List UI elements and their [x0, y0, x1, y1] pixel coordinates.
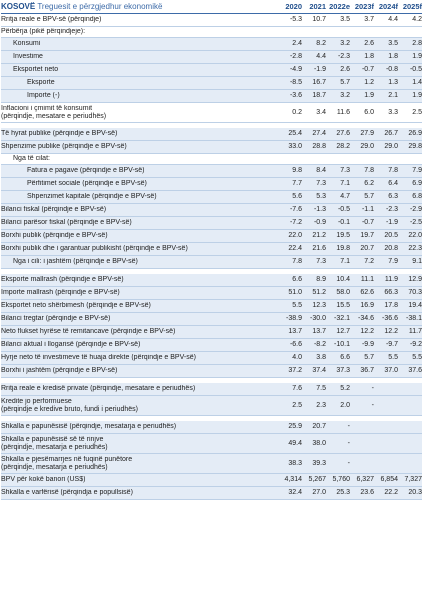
cell-value: 1.3	[388, 79, 398, 86]
title-text: Treguesit e përzgjedhur ekonomikë	[35, 2, 163, 11]
table-row	[1, 274, 422, 287]
row-label: Rritja reale e kredisë private (përqindje, mesatare e periudhës)	[1, 385, 196, 392]
table-row	[1, 396, 422, 416]
title-country: KOSOVË	[1, 2, 36, 11]
indicators-table	[1, 0, 422, 500]
cell-value: -0.5	[337, 206, 350, 213]
table-row	[1, 103, 422, 123]
cell-value: 12.9	[408, 276, 422, 283]
row-label: Eksporte mallrash (përqindje e BPV-së)	[1, 276, 124, 283]
row-label: Kredite jo performuese (përqindje e kredive bruto, fundi i periudhës)	[1, 397, 138, 413]
cell-value: 5.7	[340, 79, 350, 86]
cell-value: 19.7	[360, 232, 374, 239]
cell-value: 10.4	[336, 276, 350, 283]
cell-value: 25.3	[336, 489, 350, 496]
cell-value: 6.6	[292, 276, 302, 283]
cell-value: 1.9	[364, 92, 374, 99]
row-label: Investime	[13, 53, 43, 60]
cell-value: 39.3	[312, 459, 326, 467]
cell-value: 38.3	[288, 459, 302, 467]
cell-value: 7.6	[292, 385, 302, 392]
cell-value: 11.7	[408, 328, 422, 335]
cell-value: 7.5	[316, 385, 326, 392]
cell-value: 7.1	[340, 180, 350, 187]
row-label: Përfitimet sociale (përqindje e BPV-së)	[27, 180, 147, 187]
cell-value: 16.7	[312, 79, 326, 86]
cell-value: 4.4	[388, 16, 398, 23]
cell-value: 12.7	[336, 328, 350, 335]
cell-value: 2.8	[412, 40, 422, 47]
cell-value: 11.1	[360, 276, 374, 283]
cell-value: 2.3	[316, 401, 326, 409]
table-row	[1, 421, 422, 434]
cell-value: 7.1	[340, 258, 350, 265]
cell-value: -6.6	[289, 341, 302, 348]
cell-value: -1.3	[313, 206, 326, 213]
table-row	[1, 326, 422, 339]
cell-value: -2.3	[385, 206, 398, 213]
cell-value: 3.2	[340, 40, 350, 47]
cell-value: 1.8	[388, 53, 398, 60]
cell-value: 5.2	[340, 385, 350, 392]
cell-value: 19.4	[408, 302, 422, 309]
cell-value: 51.2	[312, 289, 326, 296]
row-label: Konsumi	[13, 40, 41, 47]
cell-value: -7.2	[289, 219, 302, 226]
cell-value: 1.2	[364, 79, 374, 86]
cell-value: 27.6	[336, 130, 350, 137]
cell-value: -0.8	[385, 66, 398, 73]
table-row	[1, 243, 422, 256]
cell-value: 7.8	[364, 167, 374, 174]
table-row	[1, 474, 422, 487]
cell-value: 28.8	[312, 143, 326, 150]
year-header: 2022e	[329, 2, 350, 11]
row-label: Hyrje neto të investimeve të huaja direkte (përqindje e BPV-së)	[1, 354, 196, 361]
table-row	[1, 141, 422, 154]
cell-value: 9.8	[292, 167, 302, 174]
table-header	[1, 0, 422, 14]
cell-value: -32.1	[334, 315, 350, 322]
year-header: 2023f	[354, 2, 374, 11]
cell-value: 5.5	[292, 302, 302, 309]
row-label: Bilanci fiskal (përqindje e BPV-së)	[1, 206, 107, 213]
cell-value: 6.9	[412, 180, 422, 187]
cell-value: 62.6	[360, 289, 374, 296]
cell-value: -30.0	[310, 315, 326, 322]
row-label: Nga të cilat:	[13, 155, 50, 162]
cell-value: 4.4	[316, 53, 326, 60]
cell-value: 20.7	[312, 423, 326, 430]
table-row	[1, 90, 422, 103]
cell-value: 58.0	[336, 289, 350, 296]
cell-value: -9.2	[409, 341, 422, 348]
table-row	[1, 51, 422, 64]
cell-value: 32.4	[288, 489, 302, 496]
table-row	[1, 27, 422, 38]
cell-value: 7,327	[404, 476, 422, 483]
cell-value: 5.7	[364, 193, 374, 200]
cell-value: 7.8	[292, 258, 302, 265]
cell-value: -0.7	[361, 66, 374, 73]
cell-value: 7.9	[412, 167, 422, 174]
cell-value: -5.3	[289, 16, 302, 23]
cell-value: 6.3	[388, 193, 398, 200]
row-label: Shkalla e varfërisë (përqindja e popullsisë)	[1, 489, 133, 496]
table-row	[1, 165, 422, 178]
cell-value: 4,314	[284, 476, 302, 483]
cell-value: -0.7	[361, 219, 374, 226]
table-row	[1, 454, 422, 474]
cell-value: 3.2	[340, 92, 350, 99]
row-label: BPV për kokë banori (US$)	[1, 476, 86, 483]
cell-value: 27.0	[312, 489, 326, 496]
cell-value: -8.5	[289, 79, 302, 86]
cell-value: -1.9	[313, 66, 326, 73]
cell-value: 7.3	[316, 258, 326, 265]
cell-value: -8.2	[313, 341, 326, 348]
cell-value: 28.2	[336, 143, 350, 150]
table-row	[1, 230, 422, 243]
cell-value: 3.5	[388, 40, 398, 47]
cell-value: -1.9	[385, 219, 398, 226]
cell-value: 2.6	[340, 66, 350, 73]
cell-value: 20.7	[360, 245, 374, 252]
cell-value: 27.4	[312, 130, 326, 137]
cell-value: 9.1	[412, 258, 422, 265]
cell-value: 70.3	[408, 289, 422, 296]
cell-value: 19.5	[336, 232, 350, 239]
cell-value: 36.7	[360, 367, 374, 374]
row-label: Borxhi publik (përqindje e BPV-së)	[1, 232, 108, 239]
row-label: Eksportet neto shërbimesh (përqindje e BPV-së)	[1, 302, 151, 309]
cell-value: 66.3	[384, 289, 398, 296]
cell-value: 4.7	[340, 193, 350, 200]
table-row	[1, 287, 422, 300]
cell-value: 12.2	[384, 328, 398, 335]
cell-value: 51.0	[288, 289, 302, 296]
cell-value: 1.8	[364, 53, 374, 60]
cell-value: 5.5	[412, 354, 422, 361]
row-label: Rritja reale e BPV-së (përqindje)	[1, 16, 102, 23]
cell-value: -	[347, 423, 350, 430]
cell-value: 23.6	[360, 489, 374, 496]
cell-value: -7.6	[289, 206, 302, 213]
cell-value: 22.0	[288, 232, 302, 239]
cell-value: -3.6	[289, 92, 302, 99]
cell-value: 15.5	[336, 302, 350, 309]
cell-value: -38.9	[286, 315, 302, 322]
cell-value: 6,327	[356, 476, 374, 483]
cell-value: 3.4	[316, 108, 326, 116]
cell-value: 29.0	[384, 143, 398, 150]
cell-value: 1.4	[412, 79, 422, 86]
cell-value: 5,267	[308, 476, 326, 483]
cell-value: 4.0	[292, 354, 302, 361]
row-label: Inflacioni i çmimit të konsumit (përqindje, mesatare e periudhës)	[1, 104, 107, 120]
cell-value: 37.6	[408, 367, 422, 374]
cell-value: 2.1	[388, 92, 398, 99]
table-row	[1, 154, 422, 165]
cell-value: 8.9	[316, 276, 326, 283]
cell-value: 5,760	[332, 476, 350, 483]
cell-value: 20.3	[408, 489, 422, 496]
cell-value: -38.1	[406, 315, 422, 322]
cell-value: 7.9	[388, 258, 398, 265]
year-header: 2020	[285, 2, 302, 11]
cell-value: 13.7	[312, 328, 326, 335]
cell-value: 2.5	[292, 401, 302, 409]
cell-value: -36.6	[382, 315, 398, 322]
row-label: Fatura e pagave (përqindje e BPV-së)	[27, 167, 145, 174]
cell-value: 29.8	[408, 143, 422, 150]
cell-value: 37.0	[384, 367, 398, 374]
table-row	[1, 365, 422, 378]
cell-value: -9.7	[385, 341, 398, 348]
year-header: 2025f	[402, 2, 422, 11]
cell-value: 2.5	[412, 108, 422, 116]
row-label: Shkalla e pjesëmarrjes në fuqinë punëtore (përqindje, mesatarja e periudhës)	[1, 455, 133, 471]
table-row	[1, 383, 422, 396]
cell-value: -2.9	[409, 206, 422, 213]
cell-value: -	[371, 385, 374, 392]
table-row	[1, 38, 422, 51]
cell-value: 0.2	[292, 108, 302, 116]
cell-value: 2.4	[292, 40, 302, 47]
cell-value: -2.5	[409, 219, 422, 226]
table-body	[1, 14, 422, 500]
cell-value: 27.9	[360, 130, 374, 137]
table-row	[1, 487, 422, 500]
cell-value: -34.6	[358, 315, 374, 322]
table-row	[1, 64, 422, 77]
cell-value: 2.6	[364, 40, 374, 47]
year-header: 2021	[309, 2, 326, 11]
cell-value: 6,854	[380, 476, 398, 483]
cell-value: 6.8	[412, 193, 422, 200]
table-row	[1, 191, 422, 204]
cell-value: 5.6	[292, 193, 302, 200]
row-label: Bilanci aktual i llogarisë (përqindje e BPV-së)	[1, 341, 141, 348]
table-row	[1, 178, 422, 191]
row-label: Shpenzimet kapitale (përqindje e BPV-së)	[27, 193, 157, 200]
table-row	[1, 313, 422, 326]
cell-value: 8.4	[316, 167, 326, 174]
cell-value: 7.7	[292, 180, 302, 187]
cell-value: 22.0	[408, 232, 422, 239]
table-row	[1, 77, 422, 90]
table-row	[1, 256, 422, 269]
row-label: Borxhi i jashtëm (përqindje e BPV-së)	[1, 367, 118, 374]
row-label: Të hyrat publike (përqindje e BPV-së)	[1, 130, 118, 137]
row-label: Shpenzime publike (përqindje e BPV-së)	[1, 143, 127, 150]
table-row	[1, 14, 422, 27]
cell-value: -2.8	[289, 53, 302, 60]
cell-value: 13.7	[288, 328, 302, 335]
cell-value: 2.0	[340, 401, 350, 409]
cell-value: 6.4	[388, 180, 398, 187]
cell-value: 11.6	[336, 108, 350, 116]
cell-value: 1.9	[412, 53, 422, 60]
cell-value: -	[371, 401, 374, 409]
row-label: Importe mallrash (përqindje e BPV-së)	[1, 289, 120, 296]
row-label: Nga i cili: i jashtëm (përqindje e BPV-së)	[13, 258, 138, 265]
cell-value: 22.3	[408, 245, 422, 252]
cell-value: 4.2	[412, 16, 422, 23]
table-row	[1, 300, 422, 313]
cell-value: 18.7	[312, 92, 326, 99]
cell-value: 17.8	[384, 302, 398, 309]
cell-value: 6.6	[340, 354, 350, 361]
year-header: 2024f	[378, 2, 398, 11]
table-row	[1, 128, 422, 141]
row-label: Borxhi publik dhe i garantuar publikisht (përqindje e BPV-së)	[1, 245, 188, 252]
cell-value: 33.0	[288, 143, 302, 150]
cell-value: -9.9	[361, 341, 374, 348]
cell-value: 5.7	[364, 354, 374, 361]
cell-value: 3.8	[316, 354, 326, 361]
cell-value: 16.9	[360, 302, 374, 309]
cell-value: -10.1	[334, 341, 350, 348]
cell-value: 37.4	[312, 367, 326, 374]
cell-value: 11.9	[384, 276, 398, 283]
cell-value: 25.9	[288, 423, 302, 430]
row-label: Bilanci tregtar (përqindje e BPV-së)	[1, 315, 111, 322]
cell-value: 1.9	[412, 92, 422, 99]
cell-value: 22.2	[384, 489, 398, 496]
table-row	[1, 434, 422, 454]
cell-value: 12.2	[360, 328, 374, 335]
table-row	[1, 352, 422, 365]
cell-value: 21.6	[312, 245, 326, 252]
table-row	[1, 339, 422, 352]
row-label: Shkalla e papunësisë së të rinjve (përqindje, mesatarja e periudhës)	[1, 435, 108, 451]
row-label: Eksportet neto	[13, 66, 59, 73]
cell-value: 37.2	[288, 367, 302, 374]
cell-value: 26.7	[384, 130, 398, 137]
cell-value: 26.9	[408, 130, 422, 137]
cell-value: 5.5	[388, 354, 398, 361]
cell-value: 37.3	[336, 367, 350, 374]
cell-value: 6.2	[364, 180, 374, 187]
cell-value: -4.9	[289, 66, 302, 73]
cell-value: -0.1	[337, 219, 350, 226]
cell-value: 20.8	[384, 245, 398, 252]
row-label: Shkalla e papunësisë (përqindje, mesatarja e periudhës)	[1, 423, 177, 430]
cell-value: 8.2	[316, 40, 326, 47]
cell-value: -	[347, 459, 350, 467]
cell-value: -1.1	[361, 206, 374, 213]
cell-value: -0.9	[313, 219, 326, 226]
cell-value: 3.5	[340, 16, 350, 23]
cell-value: 7.3	[340, 167, 350, 174]
cell-value: 49.4	[288, 439, 302, 447]
cell-value: -2.3	[337, 53, 350, 60]
cell-value: 3.7	[364, 16, 374, 23]
row-label: Bilanci parësor fiskal (përqindje e BPV-së)	[1, 219, 132, 226]
table-row	[1, 217, 422, 230]
row-label: Eksporte	[27, 79, 55, 86]
cell-value: 25.4	[288, 130, 302, 137]
cell-value: 19.8	[336, 245, 350, 252]
table-title	[1, 2, 278, 11]
row-label: Neto flukset hyrëse të remitancave (përqindje e BPV-së)	[1, 328, 176, 335]
row-label: Përbërja (pikë përqindjeje):	[1, 28, 86, 35]
cell-value: 7.3	[316, 180, 326, 187]
cell-value: 38.0	[312, 439, 326, 447]
cell-value: 12.3	[312, 302, 326, 309]
cell-value: 5.3	[316, 193, 326, 200]
cell-value: 22.4	[288, 245, 302, 252]
cell-value: 6.0	[364, 108, 374, 116]
cell-value: 29.0	[360, 143, 374, 150]
cell-value: 21.2	[312, 232, 326, 239]
cell-value: 7.8	[388, 167, 398, 174]
cell-value: 7.2	[364, 258, 374, 265]
cell-value: 20.5	[384, 232, 398, 239]
cell-value: -0.5	[409, 66, 422, 73]
cell-value: -	[347, 439, 350, 447]
table-row	[1, 204, 422, 217]
row-label: Importe (-)	[27, 92, 60, 99]
cell-value: 3.3	[388, 108, 398, 116]
cell-value: 10.7	[312, 16, 326, 23]
